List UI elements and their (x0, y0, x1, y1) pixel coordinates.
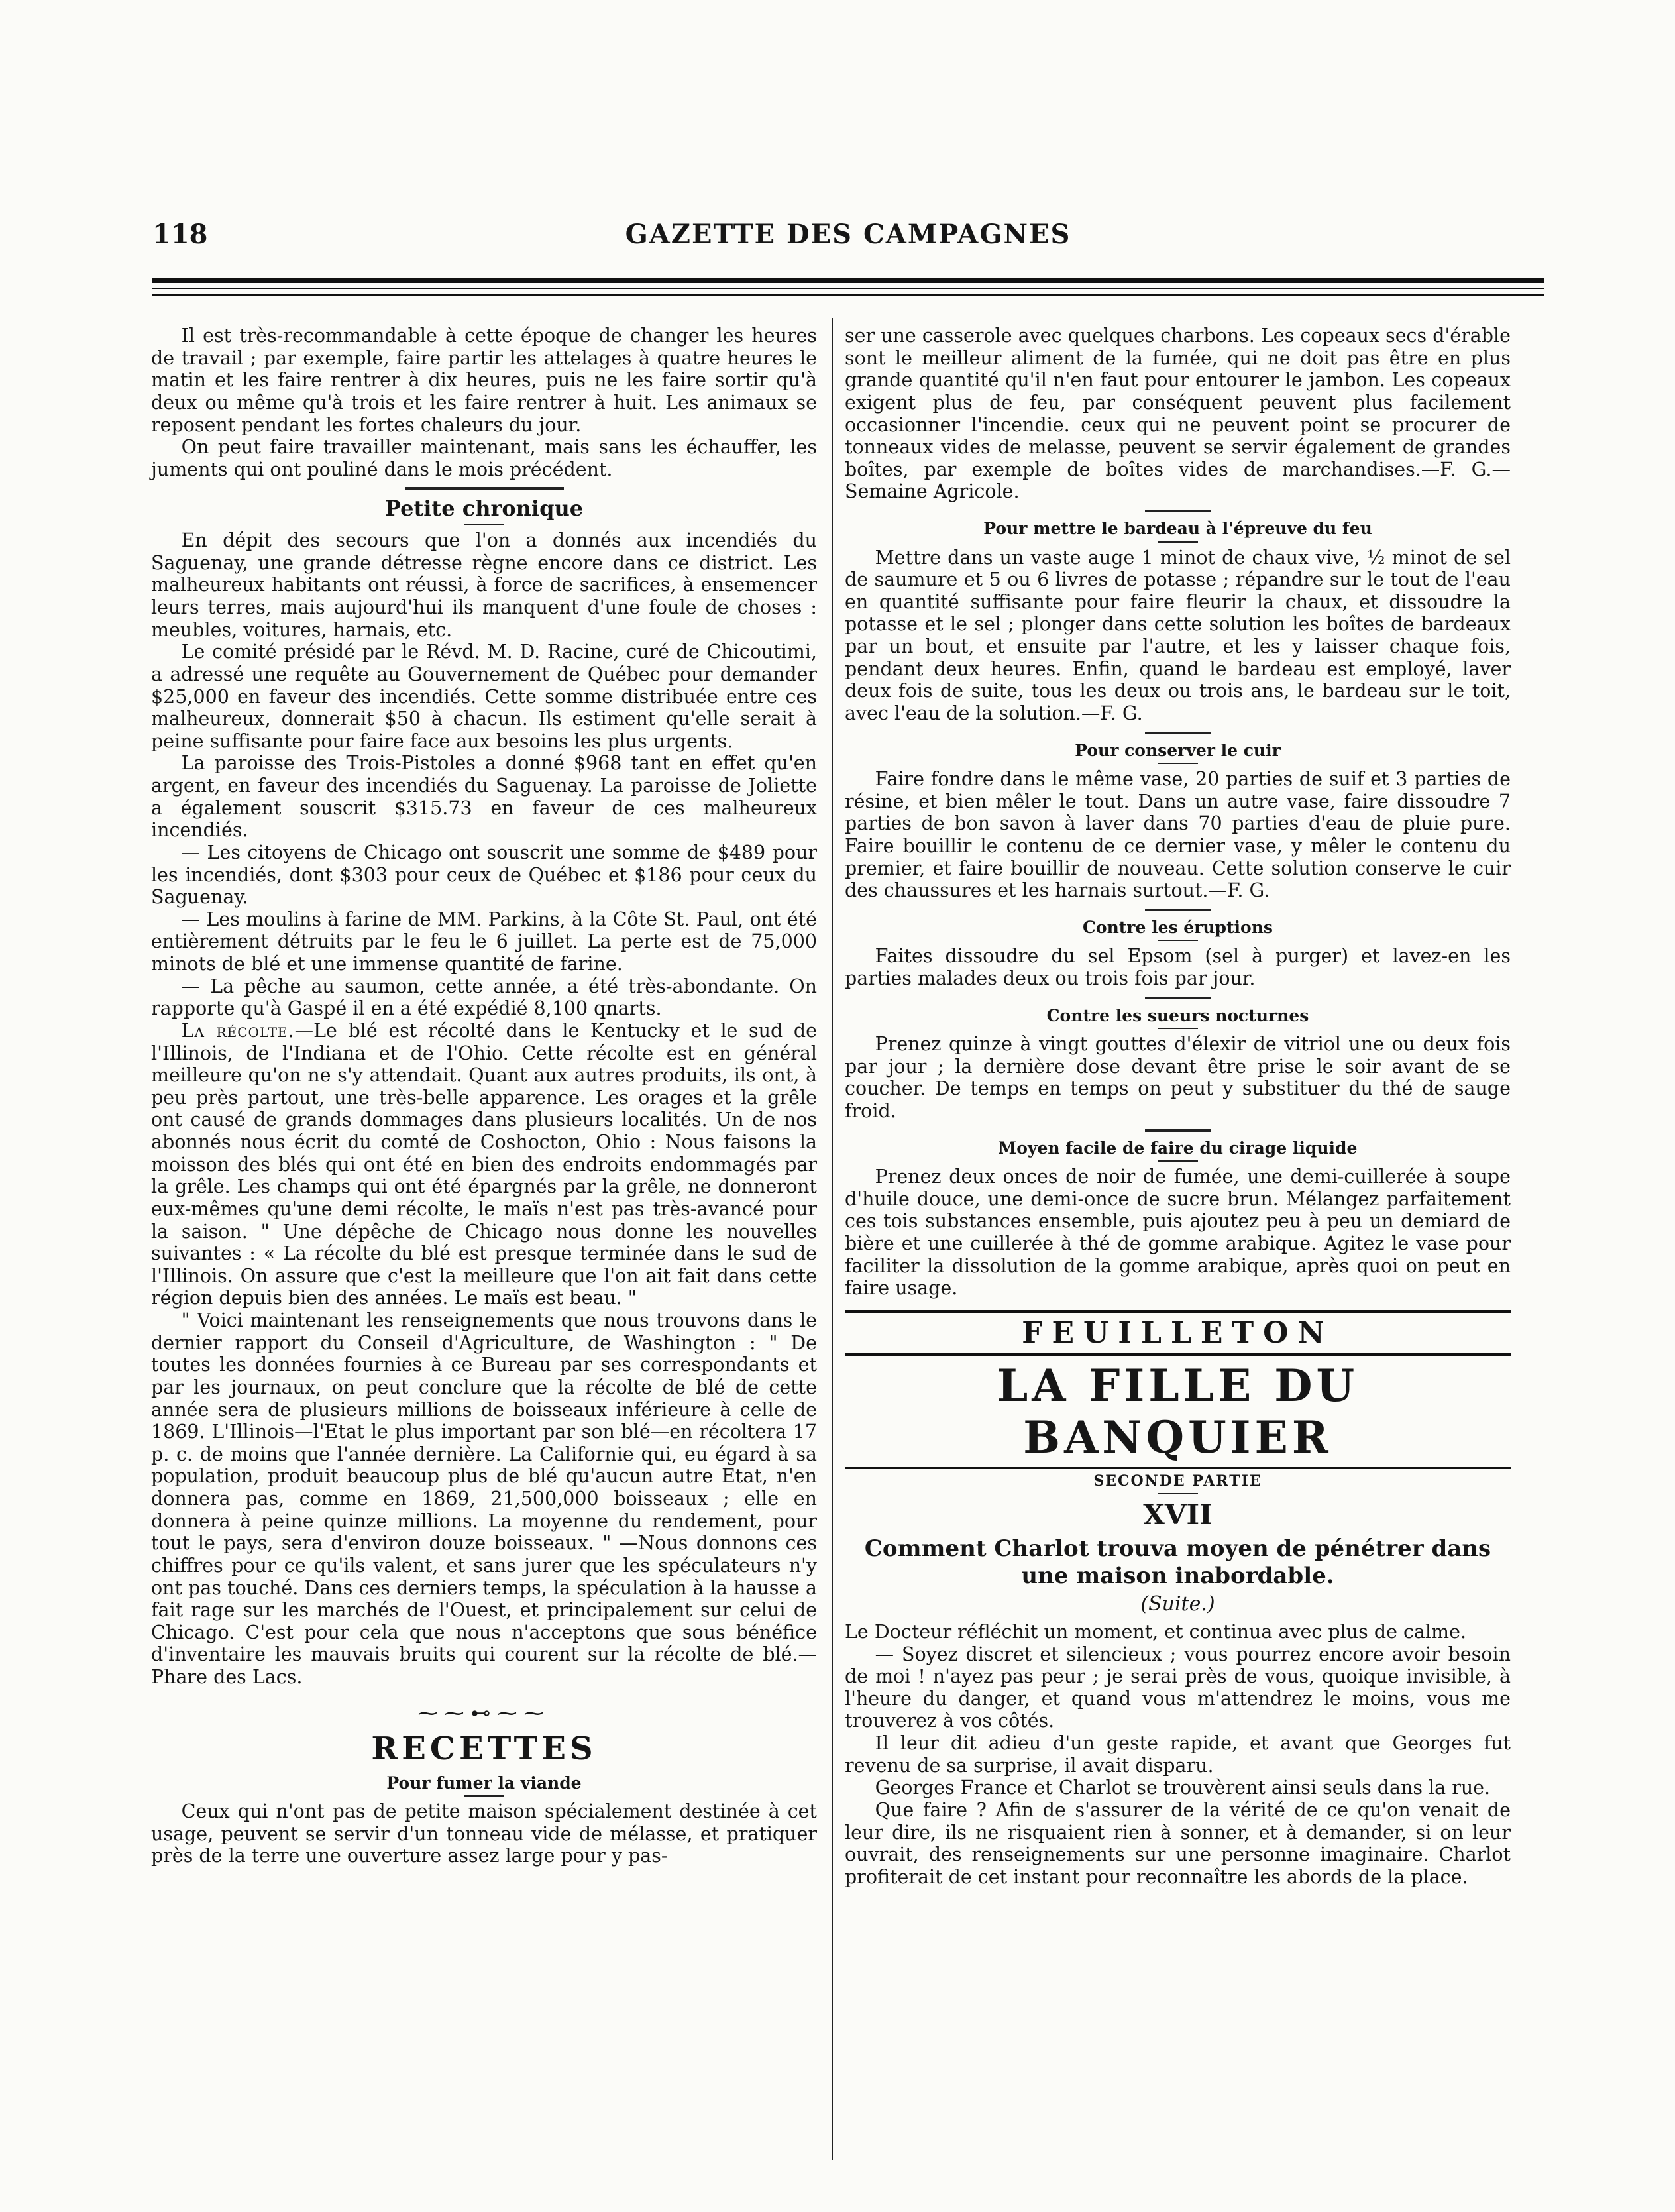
chapter-title: Comment Charlot trouva moyen de pénétrer dans une maison inabordable. (864, 1535, 1491, 1589)
recipe-title-sueurs: Contre les sueurs nocturnes (1046, 1005, 1309, 1025)
novel-part: SECONDE PARTIE (1093, 1472, 1262, 1490)
paragraph: La paroisse des Trois-Pistoles a donné $968 tant en effet qu'en argent, en faveur des incendiés du Saguenay. La paroisse de Joliette a également souscrit $315.73 en faveur de ces malheureux incendiés. (151, 752, 817, 842)
paragraph: Le comité présidé par le Révd. M. D. Racine, curé de Chicoutimi, a adressé une requête au Gouvernement de Québec pour demander $25,000 en faveur des incendiés. Cette somme distribuée entre ces malheureux, donnerait $50 à chacun. Ils estiment qu'elle serait à peine suffisante pour faire face aux besoins les plus urgents. (151, 641, 817, 752)
feuilleton-banner: FEUILLETON (845, 1310, 1511, 1356)
right-column (845, 325, 1511, 1888)
section-dash (464, 524, 504, 525)
section-title-recettes: RECETTES (371, 1730, 597, 1768)
paragraph: On peut faire travailler maintenant, mais sans les échauffer, les juments qui ont pouliné dans le mois précédent. (151, 436, 817, 480)
section-dash (1158, 1493, 1198, 1494)
paragraph: Georges France et Charlot se trouvèrent ainsi seuls dans la rue. (875, 1777, 1491, 1799)
novel-title: LA FILLE DU BANQUIER (845, 1360, 1511, 1470)
suite-label: (Suite.) (1140, 1592, 1215, 1616)
paragraph: ser une casserole avec quelques charbons. Les copeaux secs d'érable sont le meilleur aliment de la fumée, qui ne doit pas être en plus grande quantité qu'il n'en faut pour entourer le jambon. Les copeaux exigent plus de feu, par conséquent peuvent plus facilement occasionner l'incendie. ceux qui ne peuvent point se procurer de tonneaux vides de melasse, peuvent se servir également de grandes boîtes, par exemple de boîtes vides de marchandises.—F. G.—Semaine Agricole. (845, 325, 1511, 503)
section-dash (1158, 1028, 1198, 1029)
recipe-title-bardeau: Pour mettre le bardeau à l'épreuve du feu (983, 519, 1372, 538)
section-dash (1158, 763, 1198, 764)
recipe-title-cirage: Moyen facile de faire du cirage liquide (998, 1138, 1358, 1158)
paragraph: Prenez quinze à vingt gouttes d'élexir de vitriol une ou deux fois par jour ; la dernière dose devant être prise le soir avant de se coucher. De temps en temps on peut y substituer du thé de sauge froid. (845, 1033, 1511, 1122)
paragraph: Faites dissoudre du sel Epsom (sel à purger) et lavez-en les parties malades deux ou trois fois par jour. (845, 945, 1511, 989)
column-divider (832, 318, 833, 2160)
left-column (151, 325, 817, 1867)
page-header (152, 219, 1544, 258)
section-rule (1145, 510, 1211, 512)
recolte-label: La récolte. (181, 1019, 295, 1042)
newspaper-title: GAZETTE DES CAMPAGNES (625, 219, 1071, 250)
paragraph-recolte (151, 1020, 817, 1309)
paragraph: — Les citoyens de Chicago ont souscrit une somme de $489 pour les incendiés, dont $303 pour ceux de Québec et $186 pour ceux du Saguenay. (151, 841, 817, 909)
recolte-text: —Le blé est récolté dans le Kentucky et le sud de l'Illinois, de l'Indiana et de l'Ohio. Cette récolte est en général meilleure qu'on ne s'y attendait. Quant aux autres produits, ils ont, à peu près partout, une très-belle apparence. Les orages et la grêle ont causé de grands dommages dans plusieurs localités. Un de nos abonnés nous écrit du comté de Coshocton, Ohio : Nous faisons la moisson des blés qui ont été en bien des endroits endommagés par la grêle. Les champs qui ont été épargnés par la grêle, ne donneront eux-mêmes qu'une demi récolte, le maïs n'est pas très-avancé pour la saison. " Une dépêche de Chicago nous donne les nouvelles suivantes : « La récolte du blé est presque terminée dans le sud de l'Illinois. On assure que c'est la meilleure que l'on ait fait dans cette région depuis bien des années. Le maïs est beau. " (151, 1019, 817, 1309)
section-rule (1145, 732, 1211, 734)
section-rule (1145, 909, 1211, 911)
paragraph: Le Docteur réfléchit un moment, et continua avec plus de calme. (845, 1620, 1467, 1643)
paragraph: Ceux qui n'ont pas de petite maison spécialement destinée à cet usage, peuvent se servir d'un tonneau vide de mélasse, et pratiquer près de la terre une ouverture assez large pour y pas- (151, 1800, 817, 1867)
paragraph: Il est très-recommandable à cette époque de changer les heures de travail ; par exemple, faire partir les attelages à quatre heures le matin et les faire rentrer à dix heures, puis ne les faire sortir qu'à deux ou même qu'à trois et les faire rentrer à huit. Les animaux se reposent pendant les fortes chaleurs du jour. (151, 325, 817, 436)
section-rule (1145, 997, 1211, 999)
header-rule-thin-2 (152, 294, 1544, 296)
recipe-title-cuir: Pour conserver le cuir (1075, 740, 1281, 760)
paragraph: — La pêche au saumon, cette année, a été très-abondante. On rapporte qu'à Gaspé il en a été expédié 8,100 qnarts. (151, 975, 817, 1020)
recipe-title-eruptions: Contre les éruptions (1083, 917, 1273, 937)
section-rule (405, 487, 564, 490)
section-dash (1158, 541, 1198, 543)
section-dash (464, 1795, 504, 1797)
paragraph: " Voici maintenant les renseignements que nous trouvons dans le dernier rapport du Conseil d'Agriculture, de Washington : " De toutes les données fournies à ce Bureau par ses correspondants et par les journaux, on peut conclure que la récolte de blé de cette année sera de plusieurs millions de boisseaux inférieure à celle de 1869. L'Illinois—l'Etat le plus important par son blé—en récoltera 17 p. c. de moins que l'année dernière. La Californie qui, eu égard à sa population, produit beaucoup plus de blé qu'aucun autre Etat, n'en donnera pas, comme en 1869, 21,500,000 boisseaux ; elle en donnera à peine quinze millions. La moyenne du rendement, pour tout le pays, sera d'environ douze boisseaux. " —Nous donnons ces chiffres pour ce qu'ils valent, et sans jurer que les spéculateurs n'y ont pas touché. Dans ces derniers temps, la spéculation à la hausse a fait rage sur les marchés de l'Ouest, et principalement sur celui de Chicago. C'est pour cela que nous n'acceptons que sous bénéfice d'inventaire les mauvais bruits qui courent sur la récolte de blé.—Phare des Lacs. (151, 1309, 817, 1688)
section-dash (1158, 940, 1198, 941)
recipe-title-viande: Pour fumer la viande (386, 1773, 582, 1793)
chapter-number: XVII (1143, 1498, 1213, 1531)
section-dash (1158, 1160, 1198, 1162)
page-number: 118 (152, 219, 208, 250)
header-rule-thick (152, 278, 1544, 283)
paragraph: Que faire ? Afin de s'assurer de la vérité de ce qu'on venait de leur dire, ils ne risquaient rien à sonner, et à demander, si on leur ouvrait, des renseignements sur une personne imaginaire. Charlot profiterait de cet instant pour reconnaître les abords de la place. (845, 1798, 1511, 1888)
paragraph: — Les moulins à farine de MM. Parkins, à la Côte St. Paul, ont été entièrement détruits par le feu le 6 juillet. La perte est de 75,000 minots de blé et une immense quantité de farine. (151, 908, 817, 975)
paragraph: — Soyez discret et silencieux ; vous pourrez encore avoir besoin de moi ! n'ayez pas peur ; je serai près de vous, quoique invisible, à l'heure du danger, et quand vous m'attendrez le moins, vous me trouverez à vos côtés. (845, 1643, 1511, 1732)
paragraph: Il leur dit adieu d'un geste rapide, et avant que Georges fut revenu de sa surprise, il avait disparu. (845, 1732, 1511, 1777)
paragraph: Faire fondre dans le même vase, 20 parties de suif et 3 parties de résine, et bien mêler le tout. Dans un autre vase, faire dissoudre 7 parties de bon savon à laver dans 70 parties d'eau de pluie pure. Faire bouillir le contenu de ce dernier vase, y mêler le contenu du premier, et faire bouillir de nouveau. Cette solution conserve le cuir des chaussures et les harnais surtout.—F. G. (845, 768, 1511, 902)
paragraph: Mettre dans un vaste auge 1 minot de chaux vive, ½ minot de sel de saumure et 5 ou 6 livres de potasse ; répandre sur le tout de l'eau en quantité suffisante pour faire fleurir la chaux, et dissoudre la potasse et le sel ; plonger dans cette solution les boîtes de bardeaux par un bout, et ensuite par l'autre, et les y laisser chaque fois, pendant deux heures. Enfin, quand le bardeau est employé, laver deux fois de suite, tous les deux ou trois ans, le bardeau sur le toit, avec l'eau de la solution.—F. G. (845, 546, 1511, 724)
section-rule (1145, 1129, 1211, 1132)
paragraph: Prenez deux onces de noir de fumée, une demi-cuillerée à soupe d'huile douce, une demi-once de sucre brun. Mélangez parfaitement ces tois substances ensemble, puis ajoutez peu à peu un demiard de bière et une cuillerée à thé de gomme arabique. Agitez le vase pour faciliter la dissolution de la gomme arabique, après quoi on peut en faire usage. (845, 1166, 1511, 1300)
ornament-divider: ⁓⁓⊷⁓⁓ (417, 1701, 551, 1725)
section-title-chronique: Petite chronique (384, 496, 584, 522)
paragraph: En dépit des secours que l'on a donnés aux incendiés du Saguenay, une grande détresse règne encore dans ce district. Les malheureux habitants ont réussi, à force de sacrifices, à ensemencer leurs terres, mais aujourd'hui ils manquent d'une foule de choses : meubles, voitures, harnais, etc. (151, 529, 817, 641)
header-rule-thin (152, 288, 1544, 289)
